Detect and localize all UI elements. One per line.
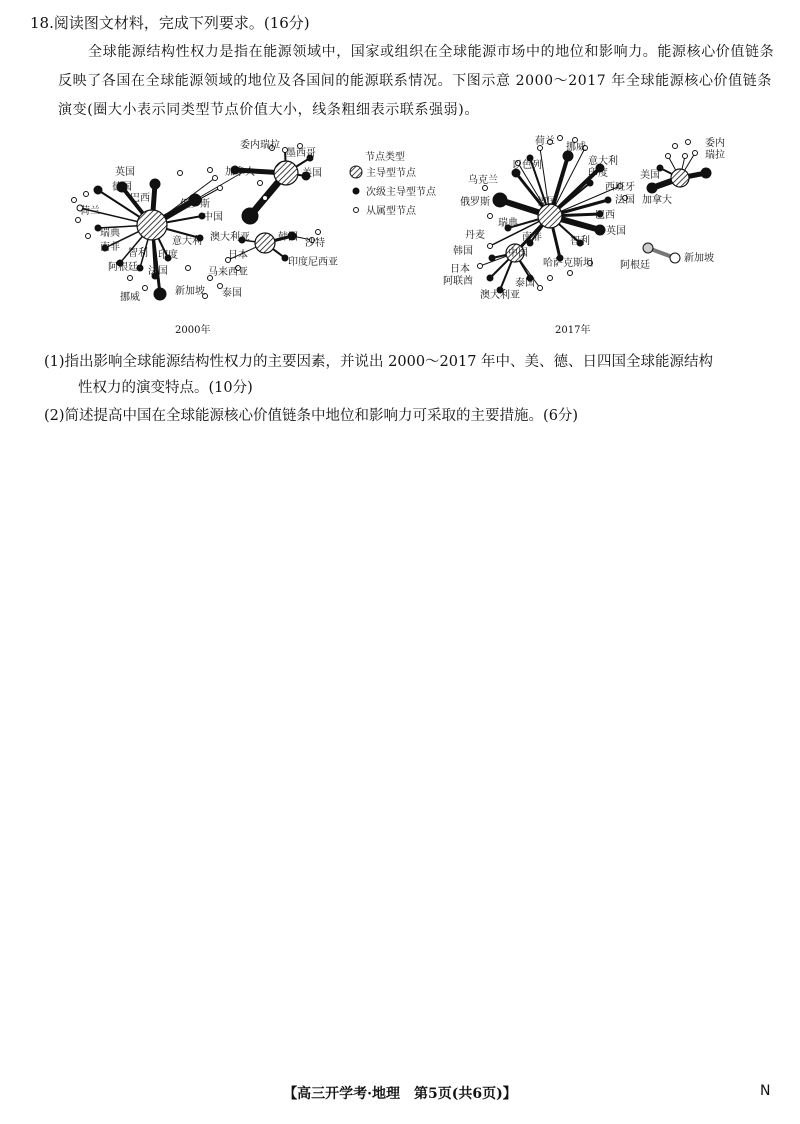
country-label: 印度 xyxy=(588,168,608,179)
legend xyxy=(350,150,437,217)
country-label: 智利 xyxy=(570,236,590,247)
caption-2017: 2017年 xyxy=(555,325,591,336)
country-label: 日本 xyxy=(228,250,248,261)
legend-main: 主导型节点 xyxy=(366,168,416,179)
country-label: 泰国 xyxy=(515,278,535,289)
country-label: 澳大利亚 xyxy=(480,290,520,301)
country-label: 巴西 xyxy=(595,210,615,221)
country-label: 日本 xyxy=(450,264,470,275)
country-label: 中国 xyxy=(203,212,223,223)
subquestion-1-cont: 性权力的演变特点。(10分) xyxy=(78,380,253,396)
country-label: 阿联酋 xyxy=(443,276,473,287)
country-label: 英国 xyxy=(115,167,135,178)
country-label: 荷兰 xyxy=(535,136,555,147)
country-label: 德国 xyxy=(537,197,557,208)
country-label: 南非 xyxy=(522,232,542,243)
country-label: 委内瑞拉 xyxy=(240,140,280,151)
corner-mark: N xyxy=(760,1083,771,1099)
country-label: 瑞拉 xyxy=(705,150,725,161)
legend-title: 节点类型 xyxy=(365,152,405,163)
country-label: 以色列 xyxy=(512,160,542,171)
country-label: 韩国 xyxy=(453,246,473,257)
country-label: 墨西哥 xyxy=(286,148,316,159)
country-label: 挪威 xyxy=(566,142,586,153)
country-label: 阿根廷 xyxy=(620,260,650,271)
country-label: 瑞典 xyxy=(498,218,518,229)
country-label: 智利 xyxy=(128,248,148,259)
country-label: 印度尼西亚 xyxy=(288,257,338,268)
country-label: 瑞典 xyxy=(100,228,120,239)
country-label: 加拿大 xyxy=(225,167,255,178)
country-label: 加拿大 xyxy=(642,195,672,206)
country-label: 挪威 xyxy=(120,292,140,303)
country-label: 德国 xyxy=(112,182,132,193)
country-label: 法国 xyxy=(615,195,635,206)
country-label: 丹麦 xyxy=(465,230,485,241)
subquestion-1: (1)指出影响全球能源结构性权力的主要因素，并说出 2000～2017 年中、美、德、日四国全球能源结构 xyxy=(44,354,714,370)
country-label: 乌克兰 xyxy=(468,175,498,186)
country-label: 西班牙 xyxy=(605,182,635,193)
country-label: 荷兰 xyxy=(80,206,100,217)
material-paragraph: 全球能源结构性权力是指在能源领域中，国家或组织在全球能源市场中的地位和影响力。能源核心价值链条反映了各国在全球能源领域的地位及各国间的能源联系情况。下图示意 2000～2017 年全球能源核心价值链条演变(圈大小表示同类型节点价值大小，线条粗细表示联系强弱)。 xyxy=(58,44,775,118)
legend-subordinate: 从属型节点 xyxy=(366,206,416,217)
country-label: 哈萨克斯坦 xyxy=(543,258,593,269)
country-label: 巴西 xyxy=(130,193,150,204)
country-label: 马来西亚 xyxy=(208,267,248,278)
country-label: 俄罗斯 xyxy=(460,197,490,208)
legend-secondary: 次级主导型节点 xyxy=(366,187,436,198)
country-label: 泰国 xyxy=(222,288,242,299)
country-label: 意大利 xyxy=(172,236,202,247)
country-label: 法国 xyxy=(148,266,168,277)
country-label: 美国 xyxy=(302,168,322,179)
country-label: 俄罗斯 xyxy=(180,199,210,210)
page-footer: 【高三开学考·地理 第5页(共6页)】 xyxy=(283,1086,517,1102)
network-figure xyxy=(60,128,760,342)
network-2000 xyxy=(72,144,321,301)
country-label: 英国 xyxy=(606,226,626,237)
country-label: 新加坡 xyxy=(175,286,205,297)
caption-2000: 2000年 xyxy=(175,325,211,336)
subquestion-2: (2)简述提高中国在全球能源核心价值链条中地位和影响力可采取的主要措施。(6分) xyxy=(44,408,579,424)
country-label: 新加坡 xyxy=(684,253,714,264)
country-label: 美国 xyxy=(640,170,660,181)
country-label: 意大利 xyxy=(588,156,618,167)
country-label: 韩国 xyxy=(278,232,298,243)
country-label: 澳大利亚 xyxy=(210,232,250,243)
question-heading: 18.阅读图文材料，完成下列要求。(16分) xyxy=(30,14,310,32)
country-label: 南非 xyxy=(100,242,120,253)
country-label: 委内 xyxy=(705,138,725,149)
country-label: 沙特 xyxy=(305,238,325,249)
country-label: 印度 xyxy=(158,250,178,261)
country-label: 中国 xyxy=(508,248,528,259)
country-label: 阿根廷 xyxy=(108,262,138,273)
